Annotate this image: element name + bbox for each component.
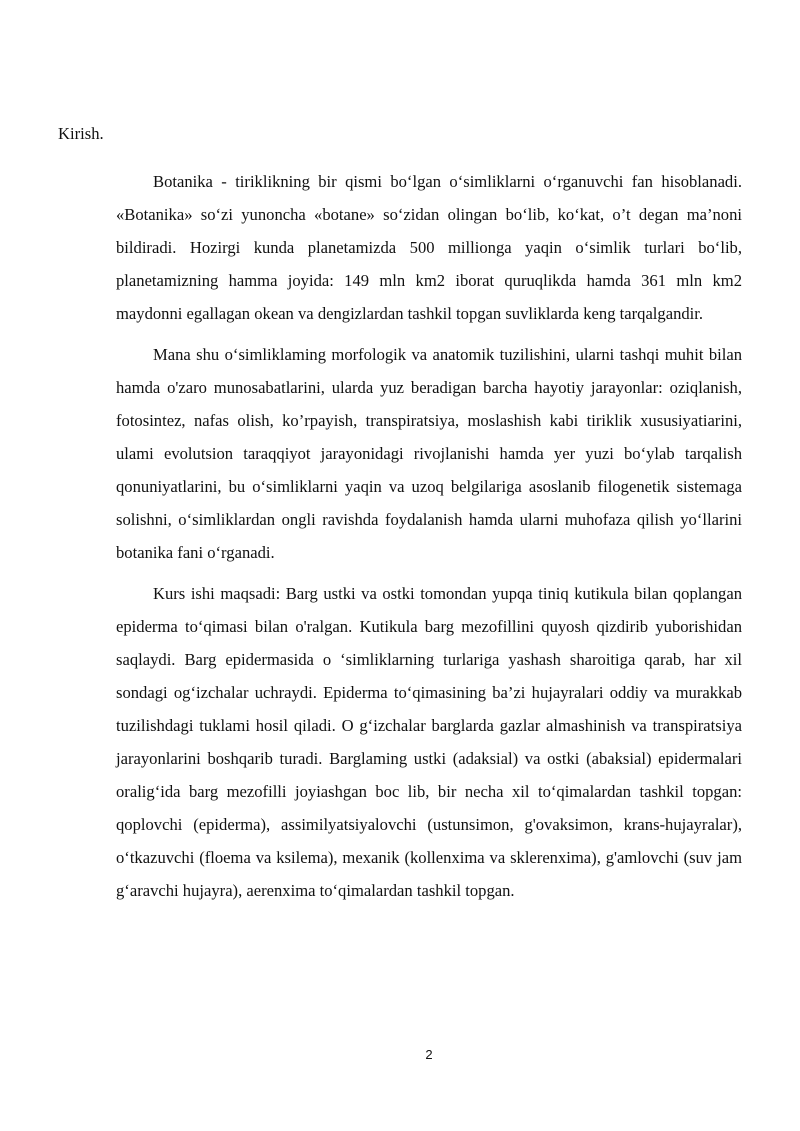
section-heading: Kirish. xyxy=(58,124,104,143)
paragraph-intro: Botanika - tiriklikning bir qismi bo‘lgan o‘simliklarni o‘rganuvchi fan hisoblanadi. «Botanika» so‘zi yunoncha «botane» so‘zidan olingan bo‘lib, ko‘kat, o’t degan ma’noni bildiradi. Hozirgi kunda planetamizda 500 millionga yaqin o‘simlik turlari bo‘lib, planetamizning hamma joyida: 149 mln km2 iborat quruqlikda hamda 361 mln km2 maydonni egallagan okean va dengizlardan tashkil topgan suvliklarda keng tarqalgandir. xyxy=(116,172,742,323)
paragraph-botany-scope: Mana shu o‘simliklaming morfologik va anatomik tuzilishini, ularni tashqi muhit bilan hamda o'zaro munosabatlarini, ularda yuz beradigan barcha hayotiy jarayonlar: oziqlanish, fotosintez, nafas olish, ko’rpayish, transpiratsiya, moslashish kabi tiriklik xususiyatiarini, ulami evolutsion taraqqiyot jarayonidagi rivojlanishi hamda yer yuzi bo‘ylab tarqalish qonuniyatlarini, bu o‘simliklarni yaqin va uzoq belgilariga asoslanib filogenetik sistemaga solishni, o‘simliklardan ongli ravishda foydalanish hamda ularni muhofaza qilish yo‘llarini botanika fani o‘rganadi. xyxy=(116,345,742,562)
paragraph-course-goal: Kurs ishi maqsadi: Barg ustki va ostki tomondan yupqa tiniq kutikula bilan qoplangan epiderma to‘qimasi bilan o'ralgan. Kutikula barg mezofillini quyosh qizdirib yuborishidan saqlaydi. Barg epidermasida o ‘simliklarning turlariga yashash sharoitiga qarab, har xil sondagi og‘izchalar uchraydi. Epiderma to‘qimasining ba’zi hujayralari oddiy va murakkab tuzilishdagi tuklami hosil qiladi. O g‘izchalar barglarda gazlar almashinish va transpiratsiya jarayonlarini boshqarib turadi. Barglaming ustki (adaksial) va ostki (abaksial) epidermalari oralig‘ida barg mezofilli joyiashgan boc lib, bir necha xil to‘qimalardan tashkil topgan: qoplovchi (epiderma), assimilyatsiyalovchi (ustunsimon, g'ovaksimon, krans-hujayralar), o‘tkazuvchi (floema va ksilema), mexanik (kollenxima va sklerenxima), g'amlovchi (suv jam g‘aravchi hujayra), aerenxima to‘qimalardan tashkil topgan. xyxy=(116,584,742,900)
body-text xyxy=(116,165,742,915)
page-number: 2 xyxy=(425,1047,433,1062)
